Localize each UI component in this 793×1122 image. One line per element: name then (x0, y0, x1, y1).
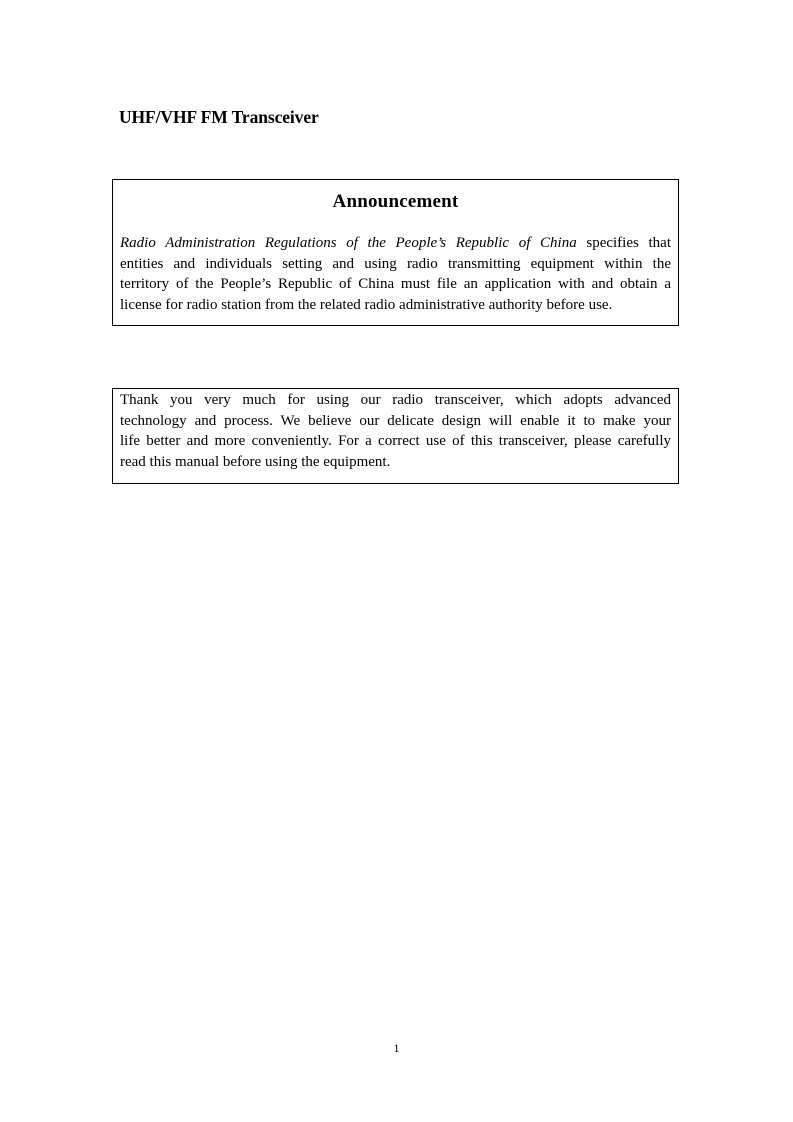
announcement-box (112, 179, 679, 326)
document-title: UHF/VHF FM Transceiver (119, 107, 319, 127)
announcement-line-4: license for radio station from the related radio administrative authority before use. (120, 296, 613, 313)
thank-you-line-4: read this manual before using the equipment. (120, 453, 391, 470)
announcement-line-1 (120, 233, 671, 254)
announcement-paragraph (120, 233, 671, 315)
announcement-line-3: territory of the People’s Republic of China must file an application with and obtain a (120, 276, 671, 292)
thank-you-line-3: life better and more conveniently. For a correct use of this transceiver, please carefully (120, 433, 671, 449)
announcement-line-1-rest: specifies that (576, 235, 671, 251)
announcement-line-2: entities and individuals setting and using radio transmitting equipment within the (120, 255, 671, 272)
thank-you-paragraph (120, 390, 671, 472)
page-number: 1 (393, 1041, 400, 1055)
thank-you-box (112, 388, 679, 484)
thank-you-line-2: technology and process. We believe our delicate design will enable it to make your (120, 412, 671, 429)
thank-you-line-1: Thank you very much for using our radio transceiver, which adopts advanced (120, 392, 671, 408)
announcement-heading: Announcement (332, 191, 459, 212)
regulation-name: Radio Administration Regulations of the People’s Republic of China (120, 235, 577, 251)
